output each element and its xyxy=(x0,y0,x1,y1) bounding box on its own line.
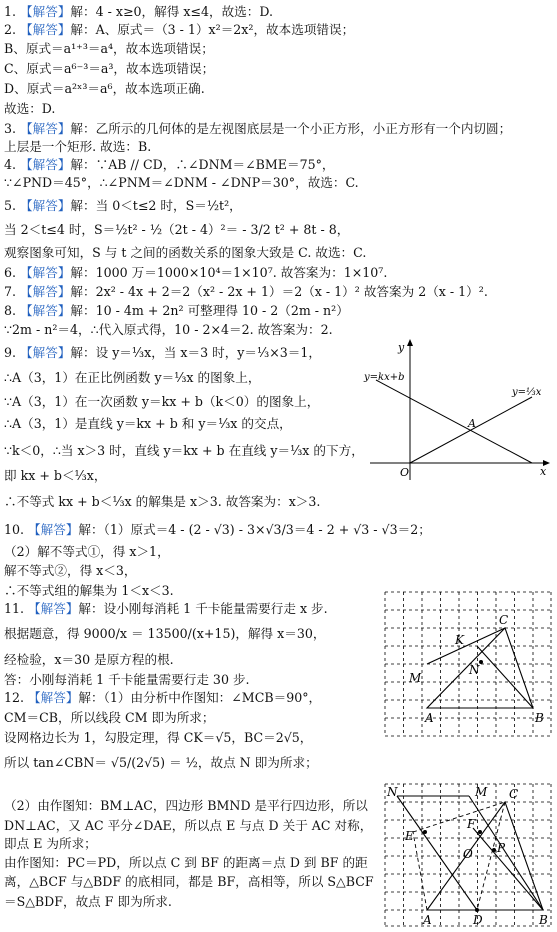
origin-label: O xyxy=(400,466,410,479)
y-axis-label: y xyxy=(398,341,405,354)
grid-figure-1 xyxy=(383,590,553,740)
grid-figure-2 xyxy=(383,782,553,928)
answer-12d: 所以 tan∠CBN＝ √5/(2√5) ＝ ½，故点 N 即为所求； xyxy=(4,755,318,770)
label-c: C xyxy=(499,613,509,627)
point-f-dot xyxy=(478,830,482,834)
label-b: B xyxy=(535,711,544,725)
answer-11d: 答：小刚每消耗 1 千卡能量需要行走 30 步. xyxy=(4,672,250,687)
answer-9f: 即 kx + b＜⅓x， xyxy=(4,468,107,483)
answer-3: 3. 【解答】解：乙所示的几何体的是左视图底层是一个小正方形，小正方形有一个内切圆； xyxy=(4,121,512,136)
answer-10c: 解不等式②，得 x＜3， xyxy=(4,563,137,578)
segment-ae xyxy=(413,832,427,910)
answer-9g: ∴不等式 kx + b＜⅓x 的解集是 x＞3. 故答案为：x＞3. xyxy=(4,494,321,509)
answer-4: 4. 【解答】解：∵AB // CD，∴∠DNM＝∠BME＝75°， xyxy=(4,157,335,172)
label-a: A xyxy=(425,711,434,725)
label-c2: C xyxy=(509,787,519,801)
y-axis-arrow-icon xyxy=(407,339,413,346)
answer-9c: ∵A（3，1）在一次函数 y＝kx + b（k＜0）的图象上， xyxy=(4,394,320,409)
answer-12h: 由作图知：PC＝PD，所以点 C 到 BF 的距离＝点 D 到 BF 的距 xyxy=(4,855,368,870)
answer-10d: ∴不等式组的解集为 1＜x＜3. xyxy=(4,583,174,598)
segment-bn xyxy=(477,646,533,708)
label-e2: E xyxy=(405,829,414,843)
segment-bf xyxy=(473,828,543,910)
point-a-label: A xyxy=(468,417,476,430)
answer-9b: ∴A（3，1）在正比例函数 y＝⅓x 的图象上， xyxy=(4,370,261,385)
answer-10: 10. 【解答】解：（1）原式＝4 - (2 - √3) - 3×√3/3＝4 - 2 + √3 - √3＝2； xyxy=(4,522,431,537)
answer-12g: 即点 E 为所求； xyxy=(4,836,97,851)
label-m2: M xyxy=(475,785,488,799)
label-b2: B xyxy=(539,913,548,927)
label-n: N xyxy=(469,663,480,677)
label-f2: F xyxy=(467,817,476,831)
label-d2: D xyxy=(473,913,483,927)
answer-3b: 上层是一个矩形. 故选：B. xyxy=(4,139,152,154)
answer-9d: ∴A（3，1）是直线 y＝kx + b 和 y＝⅓x 的交点， xyxy=(4,416,292,431)
answer-2d: D、原式＝a²ˣ³＝a⁶，故本选项正确. xyxy=(4,81,205,96)
point-n-dot xyxy=(479,660,483,664)
answer-9e: ∵k＜0，∴当 x＞3 时，直线 y＝kx + b 在直线 y＝⅓x 的下方， xyxy=(4,443,364,458)
point-p-dot xyxy=(492,848,496,852)
answer-10b: （2）解不等式①，得 x＞1， xyxy=(4,544,170,559)
answer-12j: ＝S△BDF，故点 F 即为所求. xyxy=(4,894,172,909)
answer-2c: C、原式＝a⁶⁻³＝a³，故本选项错误； xyxy=(4,61,215,76)
segment-bm xyxy=(469,796,543,910)
answer-7: 7. 【解答】解：2x² - 4x + 2＝2（x² - 2x + 1）＝2（x - 1）² 故答案为 2（x - 1）². xyxy=(4,284,488,299)
answer-12: 12. 【解答】解：（1）由分析中作图知：∠MCB＝90°， xyxy=(4,690,322,705)
answer-12i: 离，△BCF 与△BDF 的底相同，都是 BF，高相等，所以 S△BCF xyxy=(4,874,374,889)
answer-11c: 经检验，x＝30 是原方程的根. xyxy=(4,652,174,667)
label-o2: O xyxy=(463,847,473,861)
line1-label: y=kx+b xyxy=(364,372,405,383)
answer-2b: B、原式＝a¹⁺³＝a⁴，故本选项错误； xyxy=(4,41,214,56)
answer-5b: 当 2＜t≤4 时，S＝½t² - ½（2t - 4）²＝ - 3/2 t² + 8t - 8， xyxy=(4,222,350,237)
label-m: M xyxy=(409,671,422,685)
label-a2: A xyxy=(423,913,432,927)
answer-12c: 设网格边长为 1，勾股定理，得 CK＝√5，BC＝2√5， xyxy=(4,730,313,745)
answer-8: 8. 【解答】解：10 - 4m + 2n² 可整理得 10 - 2（2m - n²） xyxy=(4,303,349,318)
line-kx-plus-b xyxy=(376,380,532,463)
answer-5c: 观察图象可知，S 与 t 之间的函数关系的图象大致是 C. 故选：C. xyxy=(4,245,367,260)
answer-2e: 故选：D. xyxy=(4,101,56,116)
label-n2: N xyxy=(387,785,398,799)
answer-5: 5. 【解答】解：当 0＜t≤2 时，S＝½t²， xyxy=(4,198,242,213)
answer-2: 2. 【解答】解：A、原式＝（3 - 1）x²＝2x²，故本选项错误； xyxy=(4,22,355,37)
answer-9: 9. 【解答】解：设 y＝⅓x，当 x＝3 时，y＝⅓×3＝1， xyxy=(4,345,321,360)
x-axis-label: x xyxy=(540,465,547,478)
point-e-dot xyxy=(423,830,427,834)
line2-label: y=⅓x xyxy=(512,387,542,398)
answer-8b: ∵2m - n²＝4，∴代入原式得，10 - 2×4＝2. 故答案为：2. xyxy=(4,322,333,337)
answer-1: 1. 【解答】解：4 - x≥0，解得 x≤4，故选：D. xyxy=(4,4,274,19)
label-p2: P xyxy=(497,841,506,855)
point-d-dot xyxy=(475,908,479,912)
answer-11: 11. 【解答】解：设小刚每消耗 1 千卡能量需要行走 x 步. xyxy=(4,601,328,616)
answer-6: 6. 【解答】解：1000 万＝1000×10⁴＝1×10⁷. 故答案为：1×10⁷. xyxy=(4,265,388,280)
answer-12f: DN⊥AC，又 AC 平分∠DAE，所以点 E 与点 D 关于 AC 对称， xyxy=(4,818,373,833)
dashed-grid xyxy=(385,592,551,736)
answer-11b: 根据题意，得 9000/x ＝ 13500/(x+15)，解得 x＝30， xyxy=(4,626,326,641)
label-k: K xyxy=(455,633,464,647)
linear-function-graph xyxy=(362,335,552,485)
answer-12e: （2）由作图知：BM⊥AC，四边形 BMND 是平行四边形，所以 xyxy=(4,798,368,813)
answer-12b: CM＝CB，所以线段 CM 即为所求； xyxy=(4,710,215,725)
answer-4b: ∵∠PND＝45°，∴∠PNM＝∠DNM - ∠DNP＝30°，故选：C. xyxy=(4,175,359,190)
